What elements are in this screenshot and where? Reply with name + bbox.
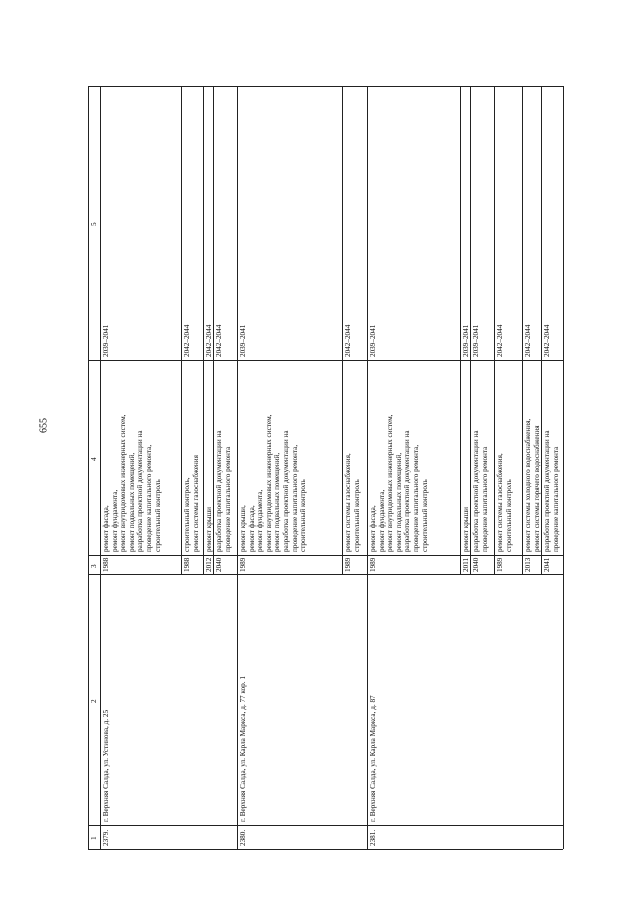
entry-work: строительный контроль, ремонт системы газоснабжения [183,455,200,552]
entry-divider [342,86,343,574]
row-divider [367,86,368,849]
entry-period: 2042–2044 [215,324,223,357]
entry-divider [522,86,523,574]
entry-period: 2039–2041 [102,324,110,357]
column-header-4: 4 [90,456,98,461]
entry-divider [213,86,214,574]
entry-period: 2042–2044 [344,324,352,357]
table-border-top [88,86,563,87]
entry-year: 2040 [472,557,480,572]
column-divider [88,360,563,361]
entry-year: 1989 [239,557,247,572]
entry-work: ремонт фасада, ремонт фундамента, ремонт внутридомовых инженерных систем, ремонт подвальных помещений, разработка проектной документации на проведение капитального ремонта, строительный контроль [102,414,162,552]
entry-work: разработка проектной документации на проведение капитального ремонта [215,430,232,552]
header-divider [100,86,101,849]
page-number: 655 [38,418,50,433]
column-header-3: 3 [90,563,98,568]
entry-divider [181,86,182,574]
row-address: г. Верхняя Салда, ул. Карла Маркса, д. 77 кор. 1 [239,676,247,822]
row-number: 2381. [369,829,377,846]
entry-year: 2012 [205,557,213,572]
entry-period: 2039–2041 [462,324,470,357]
column-header-2: 2 [90,698,98,703]
entry-divider [470,86,471,574]
table-border-bottom [88,849,563,850]
table-border-right [563,86,564,849]
entry-year: 2013 [524,557,532,572]
entry-work: разработка проектной документации на проведение капитального ремонта [472,430,489,552]
column-header-1: 1 [90,836,98,840]
entry-work: ремонт системы газоснабжения, строительный контроль [496,453,513,552]
entry-year: 2041 [543,557,551,572]
entry-year: 1988 [102,557,110,572]
row-number: 2380. [239,829,247,846]
entry-period: 2039–2041 [369,324,377,357]
entry-work: ремонт крыши, ремонт фасада, ремонт фундамента, ремонт внутридомовых инженерных систем, ремонт подвальных помещений, разработка проектной документации на проведение капитального ремонта, строительный контроль [239,414,308,552]
entry-divider [203,86,204,574]
entry-period: 2042–2044 [543,324,551,357]
row-address: г. Верхняя Салда, ул. Устинова, д. 25 [102,709,110,822]
entry-period: 2042–2044 [524,324,532,357]
entry-year: 1989 [496,557,504,572]
row-divider [237,86,238,849]
table-border-left [88,86,89,849]
entry-work: ремонт фасада, ремонт фундамента, ремонт внутридомовых инженерных систем, ремонт подвальных помещений, разработка проектной документации на проведение капитального ремонта, строительный контроль [369,414,429,552]
entry-work: ремонт системы газоснабжения, строительный контроль [344,453,361,552]
entry-year: 1989 [369,557,377,572]
entry-year: 1989 [344,557,352,572]
row-number: 2379. [102,829,110,846]
entry-period: 2042–2044 [183,324,191,357]
column-header-5: 5 [90,222,98,226]
entry-year: 2040 [215,557,223,572]
entry-period: 2042–2044 [496,324,504,357]
entry-divider [494,86,495,574]
column-divider [88,574,563,575]
entry-work: ремонт системы холодного водоснабжения, ремонт системы горячего водоснабжения [524,418,541,552]
entry-period: 2039–2041 [472,324,480,357]
entry-divider [460,86,461,574]
row-address: г. Верхняя Салда, ул. Карла Маркса, д. 87 [369,695,377,822]
entry-period: 2039–2041 [239,324,247,357]
entry-work: разработка проектной документации на проведение капитального ремонта [543,430,560,552]
entry-divider [541,86,542,574]
entry-work: ремонт крыши [462,506,470,552]
entry-work: ремонт крыши [205,506,213,552]
entry-year: 1988 [183,557,191,572]
entry-year: 2011 [462,557,470,572]
column-divider [88,825,563,826]
column-divider [88,555,563,556]
entry-period: 2042–2044 [205,324,213,357]
